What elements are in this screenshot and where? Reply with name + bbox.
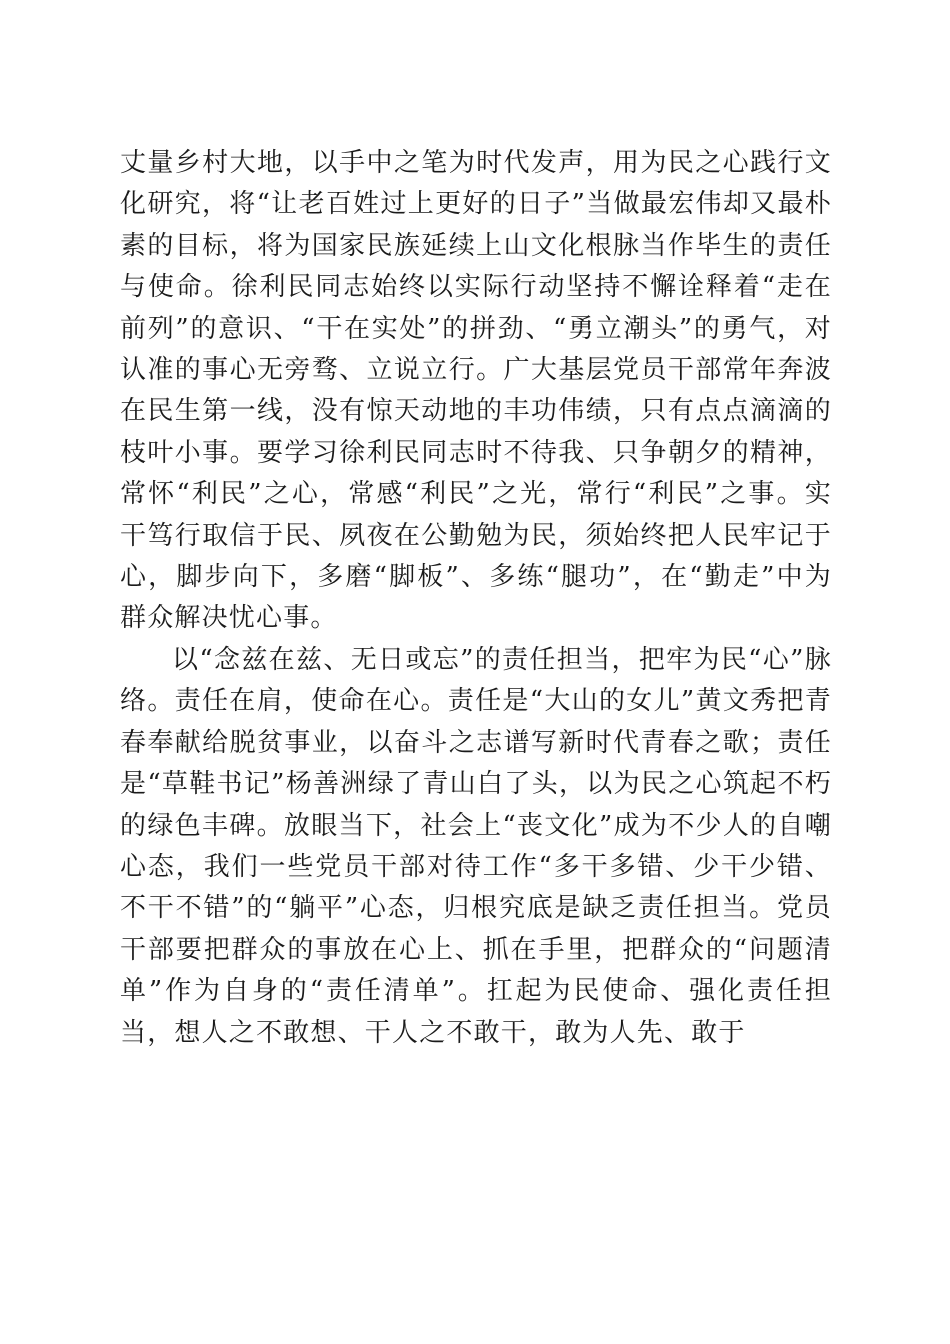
document-body [120,143,832,1054]
paragraph-continuation: 丈量乡村大地，以手中之笔为时代发声，用为民之心践行文化研究，将“让老百姓过上更好的日子”当做最宏伟却又最朴素的目标，将为国家民族延续上山文化根脉当作毕生的责任与使命。徐利民同志始终以实际行动坚持不懈诠释着“走在前列”的意识、“干在实处”的拼劲、“勇立潮头”的勇气，对认准的事心无旁骛、立说立行。广大基层党员干部常年奔波在民生第一线，没有惊天动地的丰功伟绩，只有点点滴滴的枝叶小事。要学习徐利民同志时不待我、只争朝夕的精神，常怀“利民”之心，常感“利民”之光，常行“利民”之事。实干笃行取信于民、夙夜在公勤勉为民，须始终把人民牢记于心，脚步向下，多磨“脚板”、多练“腿功”，在“勤走”中为群众解决忧心事。 [120,148,832,634]
paragraph-responsibility: 以“念兹在兹、无日或忘”的责任担当，把牢为民“心”脉络。责任在肩，使命在心。责任是“大山的女儿”黄文秀把青春奉献给脱贫事业，以奋斗之志谱写新时代青春之歌；责任是“草鞋书记”杨善洲绿了青山白了头，以为民之心筑起不朽的绿色丰碑。放眼当下，社会上“丧文化”成为不少人的自嘲心态，我们一些党员干部对待工作“多干多错、少干少错、不干不错”的“躺平”心态，归根究底是缺乏责任担当。党员干部要把群众的事放在心上、抓在手里，把群众的“问题清单”作为自身的“责任清单”。扛起为民使命、强化责任担当，想人之不敢想、干人之不敢干，敢为人先、敢于 [120,644,832,1048]
